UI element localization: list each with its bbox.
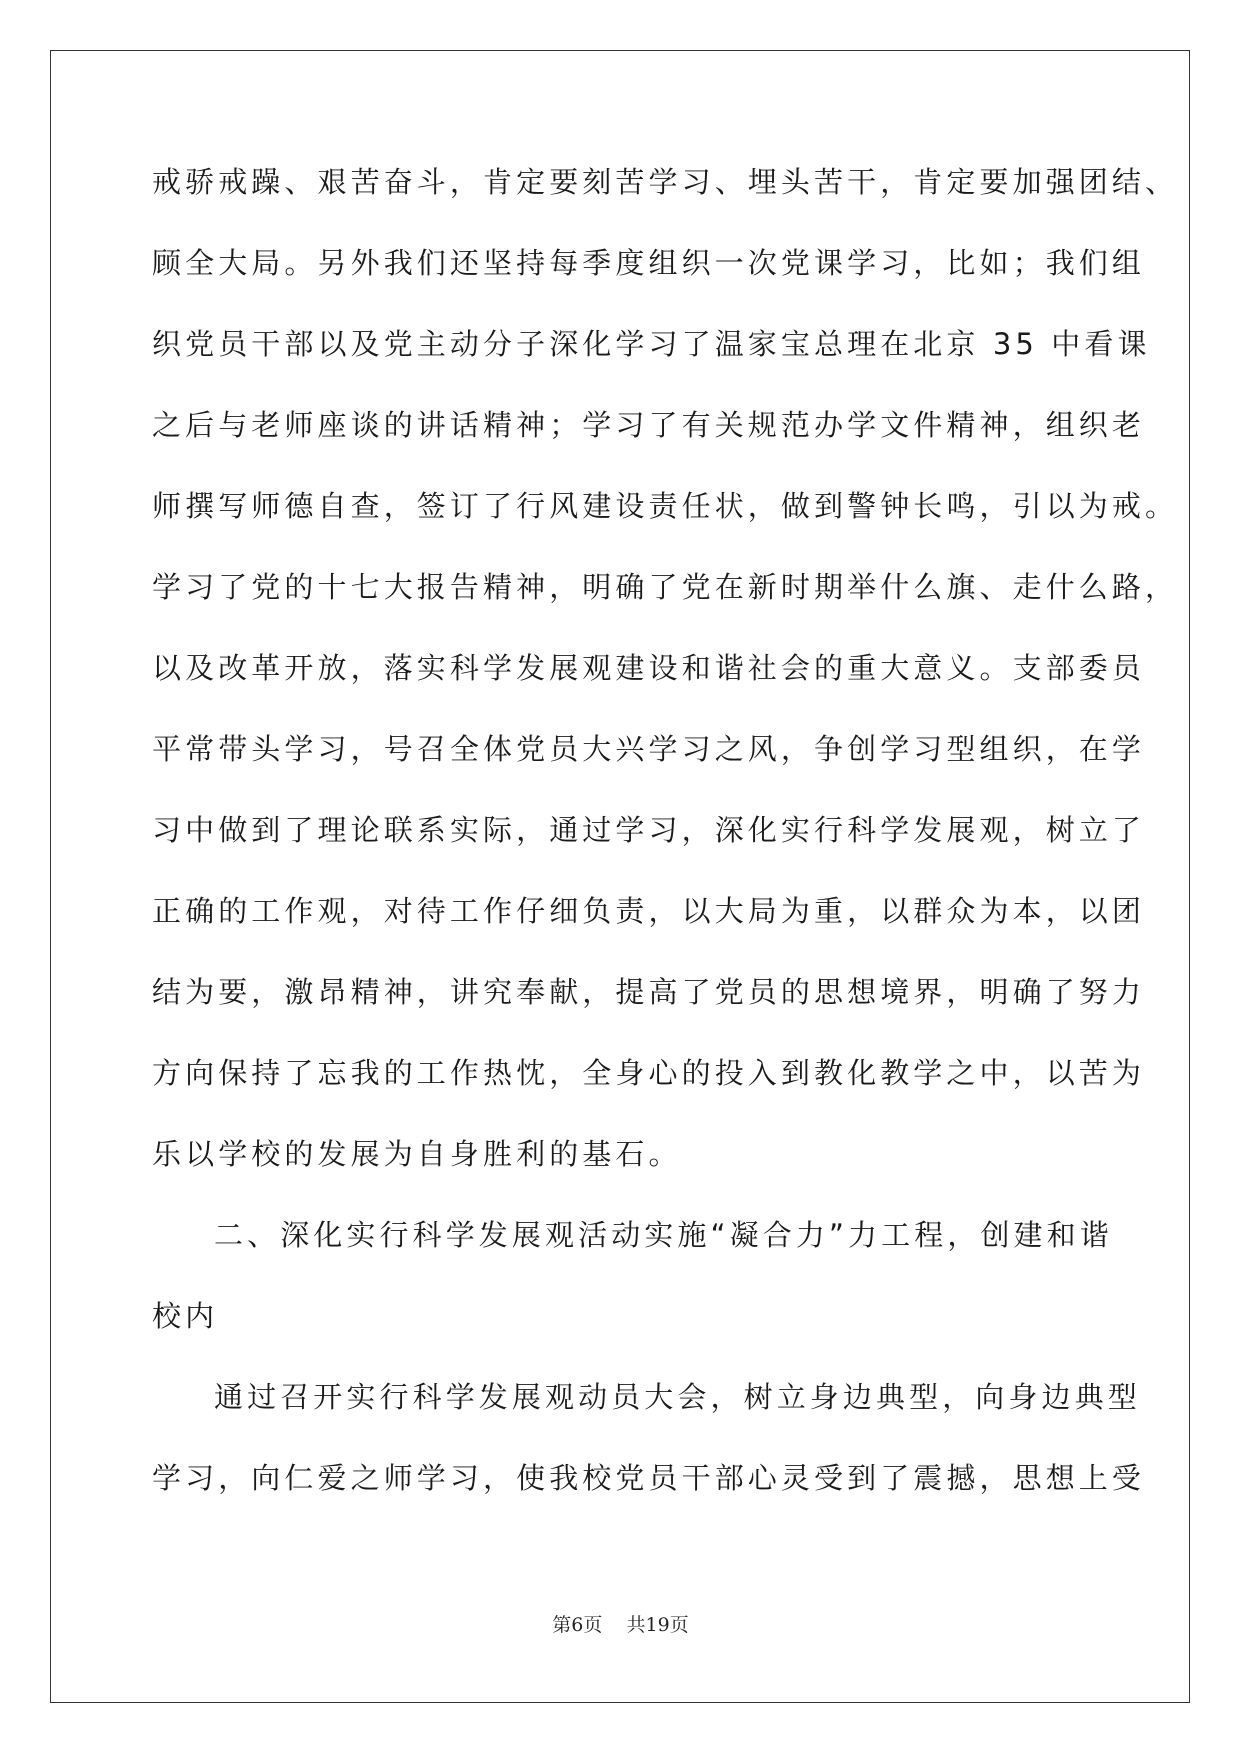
footer-page-current: 6 xyxy=(571,1614,584,1636)
text-line: 通过召开实行科学发展观动员大会，树立身边典型，向身边典型 xyxy=(214,1380,1141,1414)
text-line: 之后与老师座谈的讲话精神；学习了有关规范办学文件精神，组织老 xyxy=(152,408,1146,442)
footer-total-prefix: 共 xyxy=(626,1614,646,1636)
text-line: 正确的工作观，对待工作仔细负责，以大局为重，以群众为本，以团 xyxy=(152,894,1146,928)
text-line: 学习了党的十七大报告精神，明确了党在新时期举什么旗、走什么路， xyxy=(152,570,1179,604)
text-line: 戒骄戒躁、艰苦奋斗，肯定要刻苦学习、埋头苦干，肯定要加强团结、 xyxy=(152,165,1179,199)
text-line: 师撰写师德自查，签订了行风建设责任状，做到警钟长鸣，引以为戒。 xyxy=(152,489,1179,523)
page-footer xyxy=(0,1613,1241,1637)
text-line: 习中做到了理论联系实际，通过学习，深化实行科学发展观，树立了 xyxy=(152,813,1146,847)
text-line: 以及改革开放，落实科学发展观建设和谐社会的重大意义。支部委员 xyxy=(152,651,1146,685)
text-line: 方向保持了忘我的工作热忱，全身心的投入到教化教学之中，以苦为 xyxy=(152,1056,1146,1090)
text-line: 校内 xyxy=(152,1299,219,1333)
text-line: 学习，向仁爱之师学习，使我校党员干部心灵受到了震撼，思想上受 xyxy=(152,1461,1146,1495)
document-body xyxy=(152,162,1179,1539)
text-line: 乐以学校的发展为自身胜利的基石。 xyxy=(152,1137,682,1171)
text-line: 顾全大局。另外我们还坚持每季度组织一次党课学习，比如；我们组 xyxy=(152,246,1146,280)
text-line: 二、深化实行科学发展观活动实施“凝合力”力工程，创建和谐 xyxy=(214,1218,1113,1252)
footer-page-prefix: 第 xyxy=(552,1614,572,1636)
text-line: 结为要，激昂精神，讲究奉献，提高了党员的思想境界，明确了努力 xyxy=(152,975,1146,1009)
text-line: 平常带头学习，号召全体党员大兴学习之风，争创学习型组织，在学 xyxy=(152,732,1146,766)
footer-total-suffix: 页 xyxy=(669,1614,689,1636)
footer-page-total: 19 xyxy=(645,1614,670,1636)
footer-page-mid: 页 xyxy=(583,1614,603,1636)
text-line: 织党员干部以及党主动分子深化学习了温家宝总理在北京 35 中看课 xyxy=(152,327,1151,361)
